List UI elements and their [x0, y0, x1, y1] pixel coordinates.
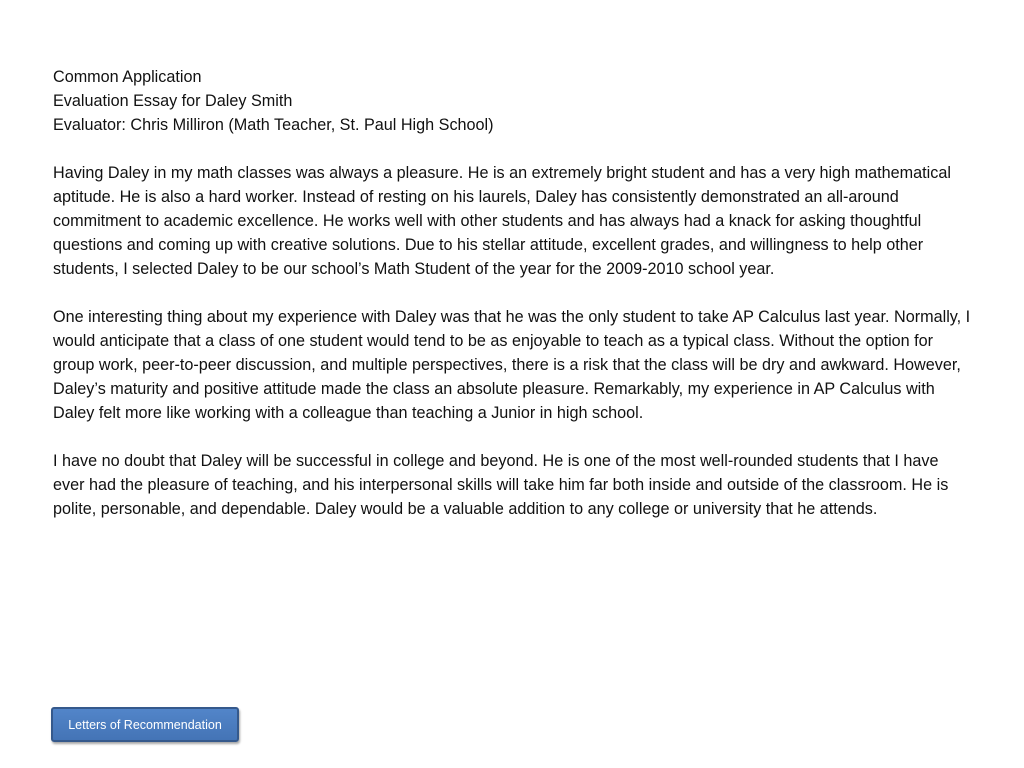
essay-content	[53, 65, 973, 521]
application-title: Common Application	[53, 68, 202, 86]
essay-paragraph-3: I have no doubt that Daley will be successful in college and beyond. He is one of the most well-rounded students that I have ever had the pleasure of teaching, and his interpersonal skills will take him far both inside and outside of the classroom. He is polite, personable, and dependable. Daley would be a valuable addition to any college or university that he attends.	[53, 452, 949, 518]
essay-paragraph-1: Having Daley in my math classes was always a pleasure. He is an extremely bright student and has a very high mathematical aptitude. He is also a hard worker. Instead of resting on his laurels, Daley has consistently demonstrated an all-around commitment to academic excellence. He works well with other students and has always had a knack for asking thoughtful questions and coming up with creative solutions. Due to his stellar attitude, excellent grades, and willingness to help other students, I selected Daley to be our school’s Math Student of the year for the 2009-2010 school year.	[53, 164, 951, 278]
essay-paragraph-2: One interesting thing about my experience with Daley was that he was the only student to take AP Calculus last year. Normally, I would anticipate that a class of one student would tend to be as enjoyable to teach as a typical class. Without the option for group work, peer-to-peer discussion, and multiple perspectives, there is a risk that the class will be dry and awkward. However, Daley’s maturity and positive attitude made the class an absolute pleasure. Remarkably, my experience in AP Calculus with Daley felt more like working with a colleague than teaching a Junior in high school.	[53, 308, 971, 422]
letters-of-recommendation-label: Letters of Recommendation	[68, 717, 222, 732]
evaluator-line: Evaluator: Chris Milliron (Math Teacher, St. Paul High School)	[53, 116, 494, 134]
letters-of-recommendation-button[interactable]	[51, 707, 239, 742]
essay-title: Evaluation Essay for Daley Smith	[53, 92, 293, 110]
